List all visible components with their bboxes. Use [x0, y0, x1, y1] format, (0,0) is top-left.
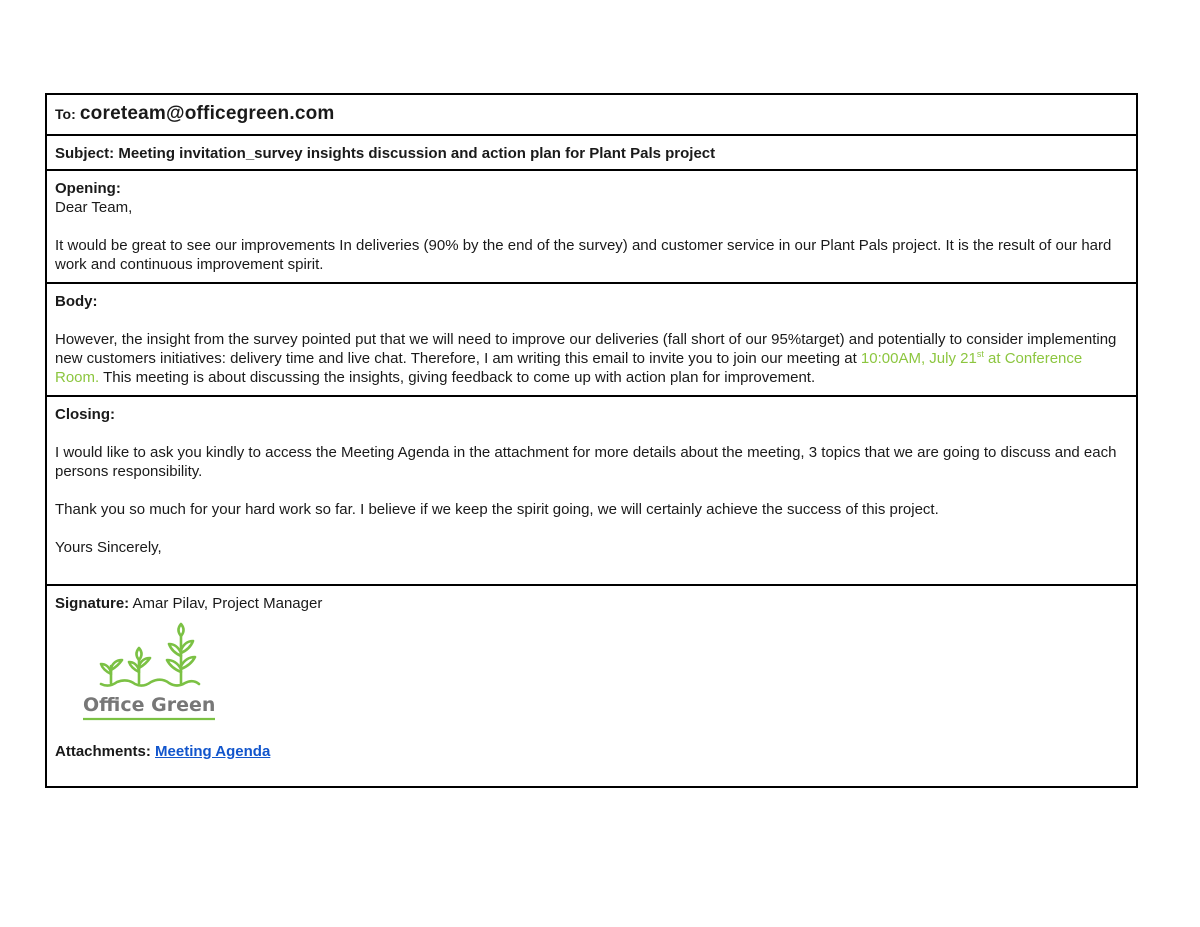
closing-label: Closing:: [55, 406, 115, 423]
signature-label: Signature:: [55, 595, 130, 612]
closing-paragraph-1: I would like to ask you kindly to access the Meeting Agenda in the attachment for more details about the meeting, 3 topics that we are going to discuss and each persons responsibility.: [55, 444, 1117, 480]
to-row[interactable]: [47, 95, 1136, 136]
closing-section: [47, 397, 1136, 586]
closing-paragraph-2: Thank you so much for your hard work so far. I believe if we keep the spirit going, we will certainly achieve the success of this project.: [55, 501, 939, 518]
signature-value: Amar Pilav, Project Manager: [129, 595, 323, 612]
closing-signoff: Yours Sincerely,: [55, 539, 162, 556]
opening-section: [47, 171, 1136, 284]
meeting-time-highlight: 10:00AM, July 21: [860, 350, 977, 367]
meeting-place-highlight: at Conference Room.: [55, 350, 1083, 386]
to-label: To:: [55, 106, 76, 122]
subject-text[interactable]: Subject: Meeting invitation_survey insights discussion and action plan for Plant Pals project: [55, 145, 716, 162]
office-green-logo: [81, 622, 217, 730]
signature-section: [47, 586, 1136, 786]
attachments-line: [55, 742, 1128, 761]
body-label: Body:: [55, 293, 98, 310]
meeting-date-suffix: st: [976, 349, 984, 359]
logo-text: Office Green: [83, 694, 216, 716]
body-paragraph: [55, 330, 1128, 387]
opening-paragraph: It would be great to see our improvements In deliveries (90% by the end of the survey) and customer service in our Plant Pals project. It is the result of our hard work and continuous improvement spirit.: [55, 237, 1112, 273]
body-section: [47, 284, 1136, 397]
subject-row[interactable]: [47, 136, 1136, 171]
opening-greeting: Dear Team,: [55, 199, 133, 216]
meeting-agenda-link[interactable]: Meeting Agenda: [155, 743, 271, 760]
body-text-before: However, the insight from the survey pointed put that we will need to improve our deliveries (fall short of our 95%target) and potentially to consider implementing new customers initiatives: delivery time and live chat. Therefore, I am writing this email to invite you to join our meeting at: [55, 331, 1117, 367]
opening-label: Opening:: [55, 180, 121, 197]
signature-line: [55, 594, 1128, 613]
to-value[interactable]: coreteam@officegreen.com: [79, 103, 335, 124]
attachments-label: Attachments:: [55, 743, 151, 760]
body-text-after: This meeting is about discussing the insights, giving feedback to come up with action plan for improvement.: [99, 369, 816, 386]
email-composer-table: [45, 93, 1138, 788]
